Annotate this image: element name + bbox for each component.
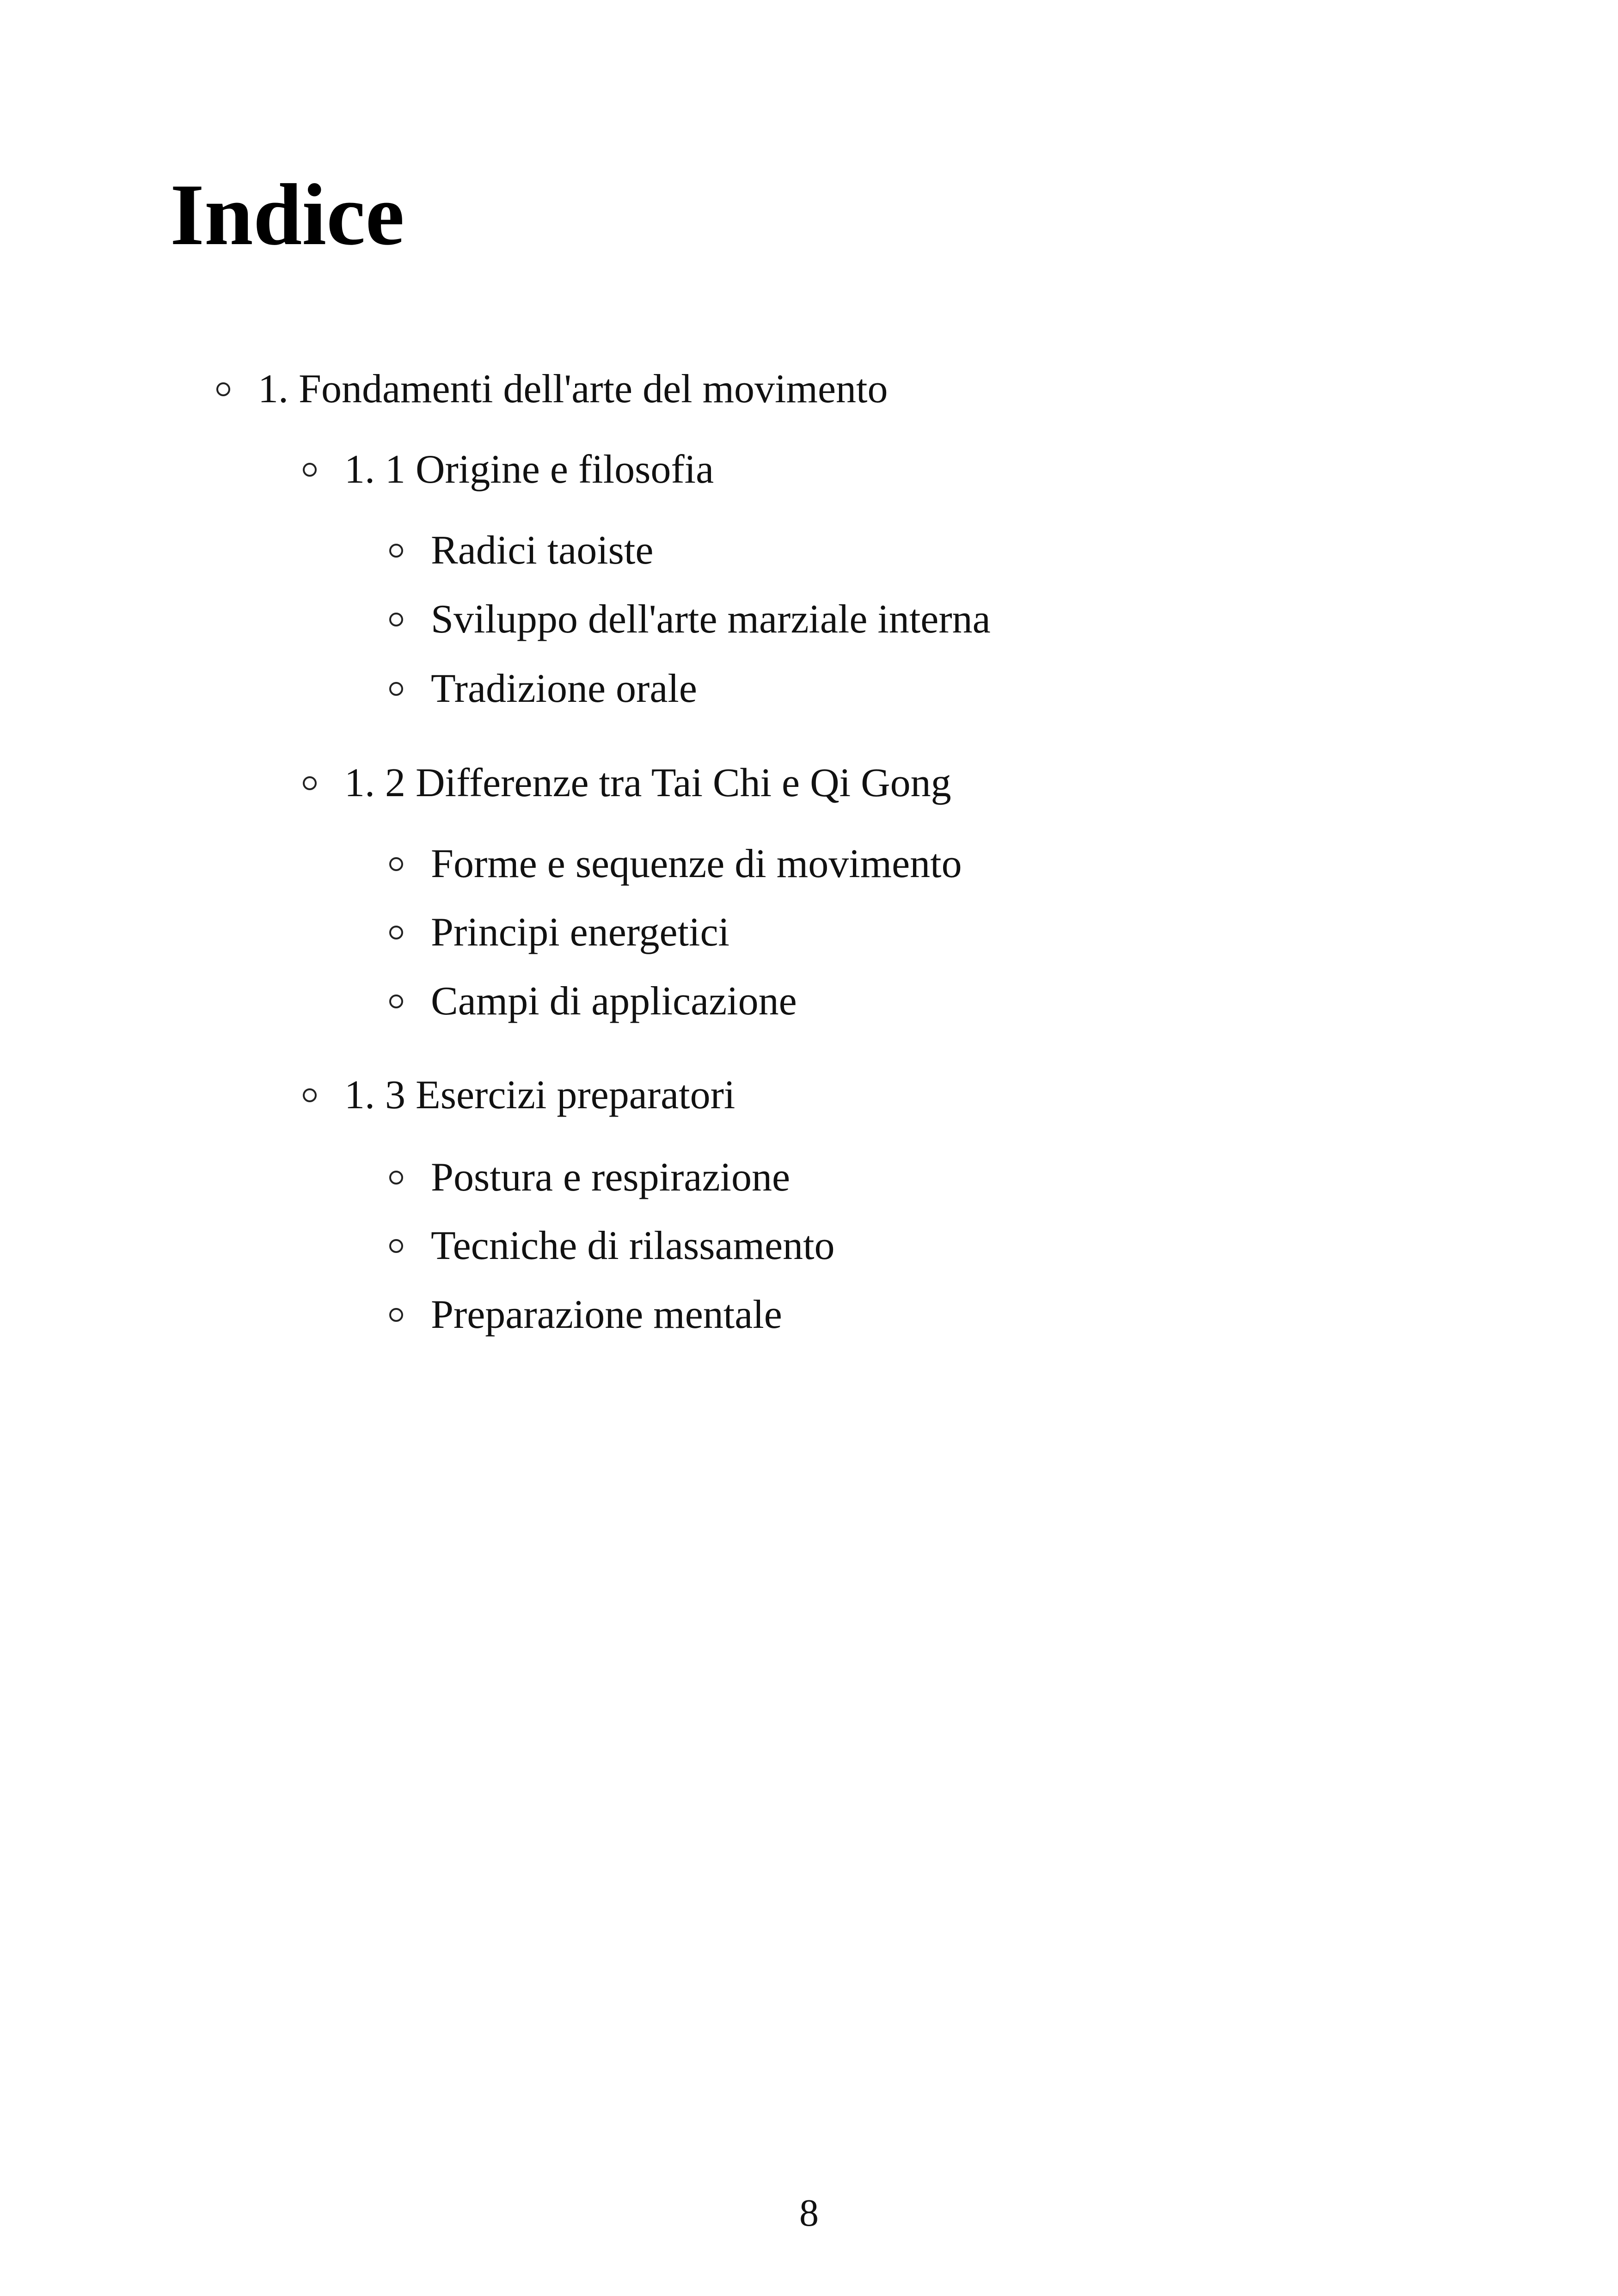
toc-entry-label: 1. Fondamenti dell'arte del movimento <box>258 367 888 411</box>
toc-item <box>389 841 962 886</box>
circle-bullet-icon <box>303 776 317 790</box>
circle-bullet-icon <box>389 857 403 871</box>
toc-entry-label: Campi di applicazione <box>431 979 797 1024</box>
toc-entry-label: 1. 1 Origine e filosofia <box>344 447 714 492</box>
toc-item <box>389 666 697 711</box>
toc-entry-label: Postura e respirazione <box>431 1155 791 1200</box>
circle-bullet-icon <box>303 463 317 477</box>
circle-bullet-icon <box>389 1308 403 1322</box>
toc-item <box>389 981 797 1022</box>
toc-item <box>389 599 991 640</box>
toc-section-1-1 <box>303 449 714 490</box>
circle-bullet-icon <box>389 1239 403 1253</box>
toc-entry-label: 1. 2 Differenze tra Tai Chi e Qi Gong <box>344 761 951 805</box>
circle-bullet-icon <box>389 995 403 1008</box>
circle-bullet-icon <box>216 382 230 396</box>
toc-chapter-1 <box>216 369 888 410</box>
toc-item <box>389 912 729 953</box>
circle-bullet-icon <box>303 1088 317 1102</box>
toc-entry-label: Sviluppo dell'arte marziale interna <box>431 597 991 642</box>
toc-item <box>389 1292 782 1337</box>
circle-bullet-icon <box>389 926 403 939</box>
toc-entry-label: 1. 3 Esercizi preparatori <box>344 1073 735 1117</box>
circle-bullet-icon <box>389 613 403 626</box>
toc-entry-label: Forme e sequenze di movimento <box>431 841 962 886</box>
circle-bullet-icon <box>389 682 403 696</box>
toc-item <box>389 530 653 571</box>
toc-item <box>389 1157 790 1198</box>
toc-entry-label: Tecniche di rilassamento <box>431 1223 835 1268</box>
toc-entry-label: Tradizione orale <box>431 666 697 711</box>
toc-entry-label: Preparazione mentale <box>431 1292 782 1337</box>
page-title: Indice <box>170 166 404 264</box>
toc-item <box>389 1223 835 1268</box>
toc-entry-label: Principi energetici <box>431 910 729 955</box>
toc-section-1-3 <box>303 1075 735 1116</box>
circle-bullet-icon <box>389 544 403 558</box>
toc-entry-label: Radici taoiste <box>431 528 654 573</box>
page-number: 8 <box>799 2192 819 2235</box>
toc-section-1-2 <box>303 763 951 804</box>
circle-bullet-icon <box>389 1171 403 1185</box>
